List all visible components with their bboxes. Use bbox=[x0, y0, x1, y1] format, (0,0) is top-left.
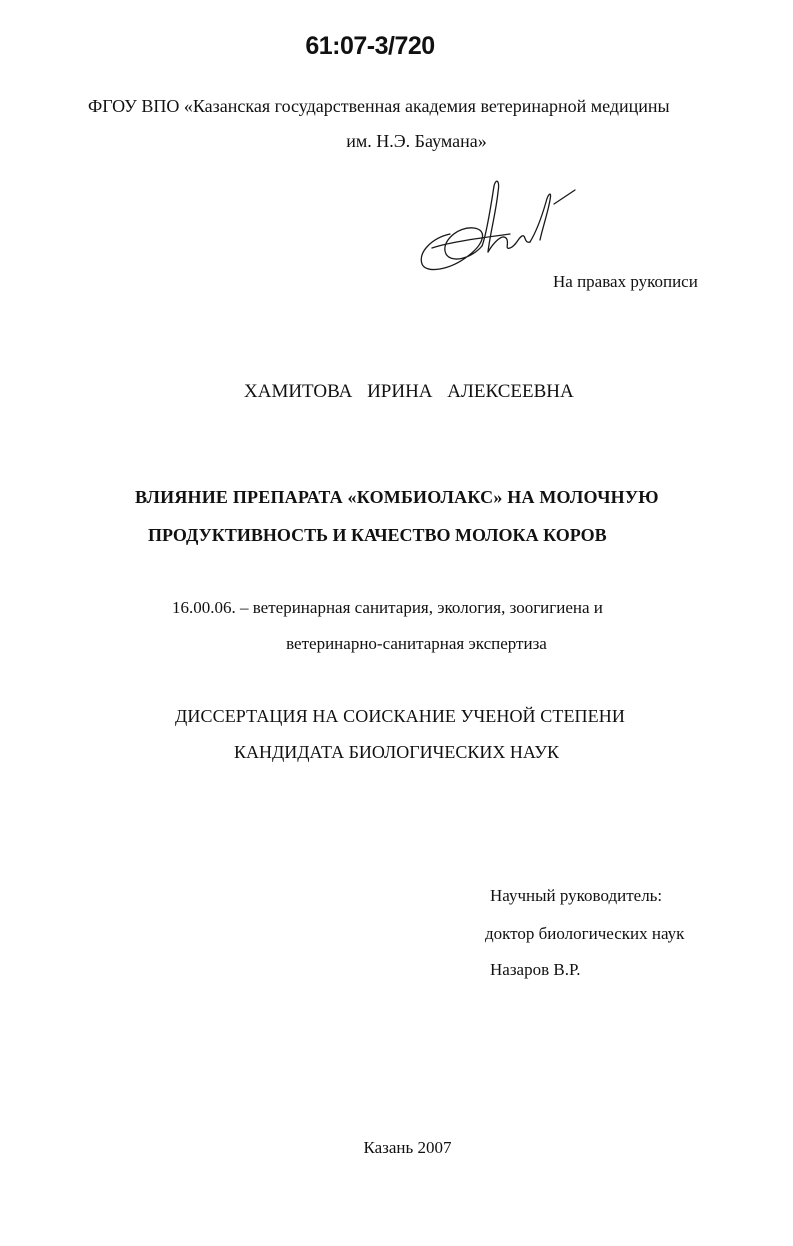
advisor-name: Назаров В.Р. bbox=[490, 960, 581, 979]
dissertation-title-line-1: ВЛИЯНИЕ ПРЕПАРАТА «КОМБИОЛАКС» НА МОЛОЧНУЮ bbox=[135, 487, 659, 507]
advisor-label: Научный руководитель: bbox=[490, 886, 663, 905]
catalog-number: 61:07-3/720 bbox=[305, 32, 435, 60]
degree-line-2: КАНДИДАТА БИОЛОГИЧЕСКИХ НАУК bbox=[234, 742, 559, 762]
dissertation-title-line-2: ПРОДУКТИВНОСТЬ И КАЧЕСТВО МОЛОКА КОРОВ bbox=[148, 525, 607, 545]
handwritten-signature bbox=[410, 172, 580, 287]
manuscript-rights-note: На правах рукописи bbox=[553, 272, 698, 291]
city-year: Казань 2007 bbox=[363, 1138, 452, 1157]
institution-line-1: ФГОУ ВПО «Казанская государственная академия ветеринарной медицины bbox=[88, 96, 670, 116]
institution-line-2: им. Н.Э. Баумана» bbox=[346, 131, 487, 151]
specialty-line-1: 16.00.06. – ветеринарная санитария, экология, зоогигиена и bbox=[172, 598, 603, 617]
specialty-line-2: ветеринарно-санитарная экспертиза bbox=[286, 634, 547, 653]
signature-drawing bbox=[410, 172, 580, 282]
advisor-degree: доктор биологических наук bbox=[485, 924, 685, 943]
degree-line-1: ДИССЕРТАЦИЯ НА СОИСКАНИЕ УЧЕНОЙ СТЕПЕНИ bbox=[175, 706, 625, 726]
author-name: ХАМИТОВА ИРИНА АЛЕКСЕЕВНА bbox=[244, 381, 574, 402]
